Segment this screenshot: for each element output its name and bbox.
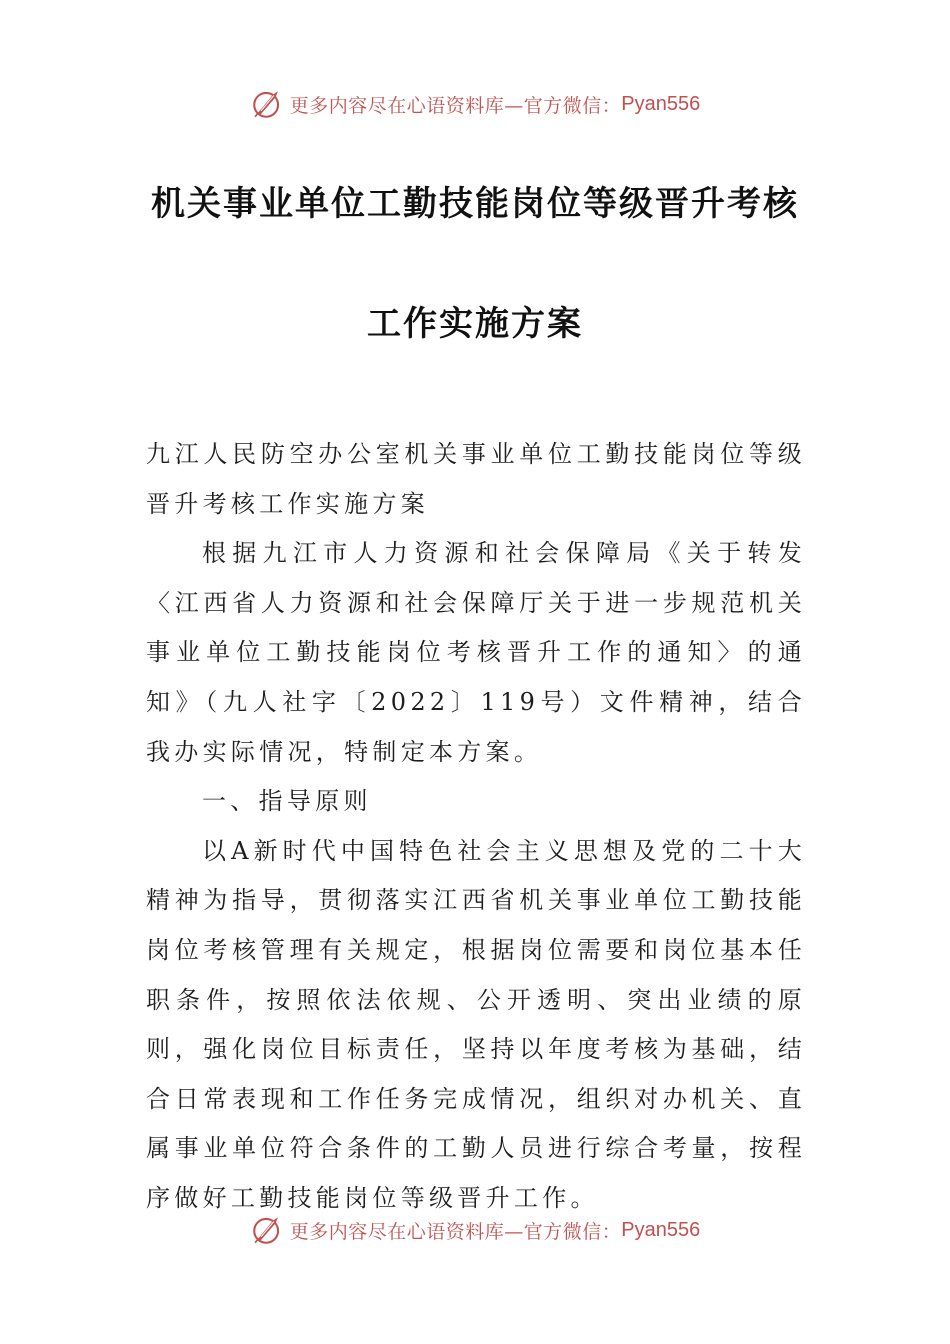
watermark-wechat-id: Pyan556 [621, 92, 701, 115]
watermark-text: 更多内容尽在心语资料库—官方微信： [289, 94, 622, 117]
watermark-wechat-id: Pyan556 [621, 1218, 701, 1241]
document-body [146, 430, 806, 1224]
section-heading-guiding-principles: 一、指导原则 [202, 787, 372, 816]
document-title-line-2: 工作实施方案 [367, 304, 583, 344]
quill-pen-logo-icon [250, 1213, 284, 1247]
document-subtitle-paragraph: 九江人民防空办公室机关事业单位工勤技能岗位等级晋升考核工作实施方案 [146, 440, 806, 518]
watermark-text: 更多内容尽在心语资料库—官方微信： [289, 1220, 622, 1243]
quill-pen-logo-icon [250, 87, 284, 121]
basis-paragraph: 根据九江市人力资源和社会保障局《关于转发〈江西省人力资源和社会保障厅关于进一步规范机关事业单位工勤技能岗位考核晋升工作的通知〉的通知》（九人社字〔2022〕119号）文件精神，结合我办实际情况，特制定本方案。 [146, 539, 806, 766]
header-watermark [0, 84, 950, 124]
document-title-line-1: 机关事业单位工勤技能岗位等级晋升考核 [151, 184, 799, 224]
footer-watermark [0, 1210, 950, 1250]
guiding-principles-paragraph: 以A新时代中国特色社会主义思想及党的二十大精神为指导，贯彻落实江西省机关事业单位工勤技能岗位考核管理有关规定，根据岗位需要和岗位基本任职条件，按照依法依规、公开透明、突出业绩的原则，强化岗位目标责任，坚持以年度考核为基础，结合日常表现和工作任务完成情况，组织对办机关、直属事业单位符合条件的工勤人员进行综合考量，按程序做好工勤技能岗位等级晋升工作。 [146, 836, 806, 1212]
